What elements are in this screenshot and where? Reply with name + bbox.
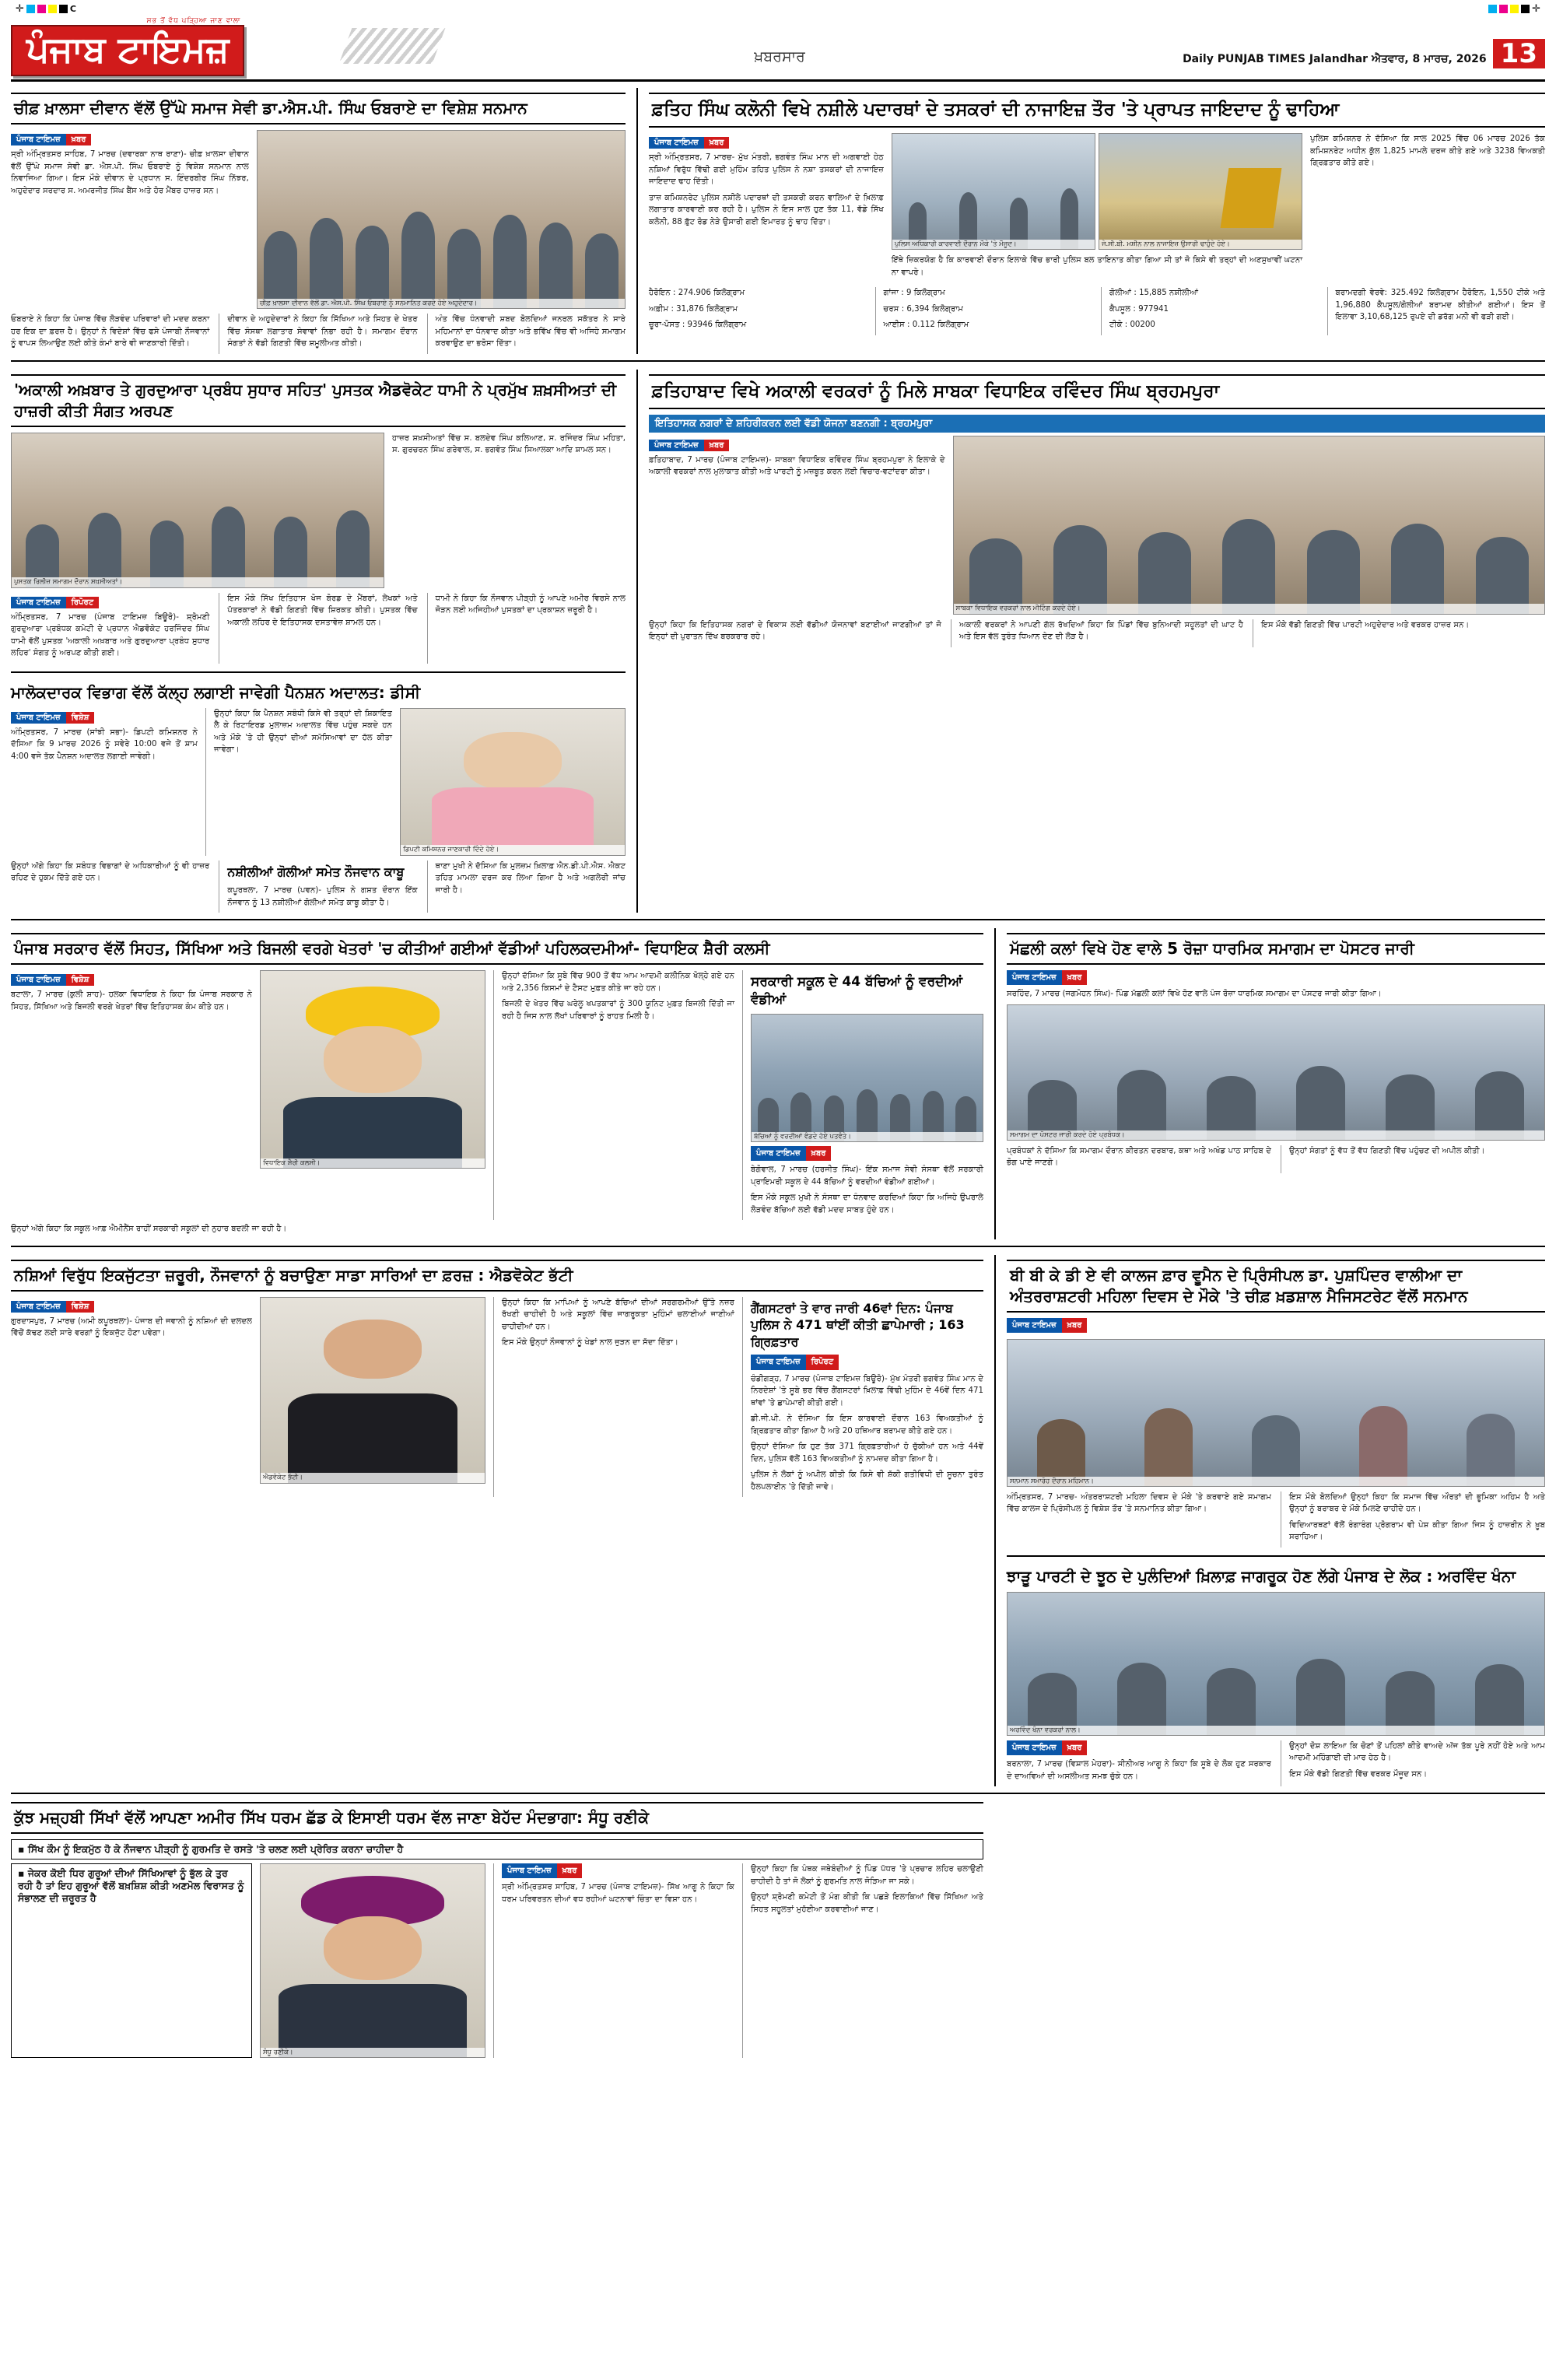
paragraph: ਤਾਜ਼ ਕਮਿਸ਼ਨਰੇਟ ਪੁਲਿਸ ਨਸ਼ੀਲੇ ਪਦਾਰਥਾਂ ਦੀ ਤਸਕਰੀ ਕਰਨ ਵਾਲਿਆਂ ਦੇ ਖ਼ਿਲਾਫ਼ ਲਗਾਤਾਰ ਕਾਰਵਾਈ ਕਰ ਰਹੀ ਹੈ। ਪੁਲਿਸ ਨੇ ਇਸ ਸਾਲ ਹੁਣ ਤੱਕ 11, ਵੱਡੇ ਸਿੱਖ ਕਲੋਨੀ, 88 ਫ਼ੁੱਟ ਰੋਡ ਨੇੜੇ ਉਸਾਰੀ ਗਈ ਇਮਾਰਤ ਨੂੰ ਢਾਹ ਦਿੱਤਾ। bbox=[649, 193, 884, 226]
article-mahila-diwas bbox=[994, 1255, 1545, 1786]
article-body bbox=[427, 861, 626, 913]
article-photo bbox=[257, 130, 626, 309]
byline bbox=[502, 1863, 582, 1878]
article-body bbox=[219, 593, 417, 664]
bullet-marker-icon: ▪ bbox=[18, 1867, 28, 1880]
article-photo bbox=[1007, 1339, 1545, 1487]
portrait-body bbox=[288, 1393, 458, 1482]
article-photo bbox=[260, 1297, 485, 1484]
paragraph: ਬਰਾਮਦਗੀ ਵੇਰਵੇ: 325.492 ਕਿਲੋਗ੍ਰਾਮ ਹੈਰੋਇਨ, 1,550 ਟੀਕੇ ਅਤੇ 1,96,880 ਕੈਪਸੂਲ/ਗੋਲੀਆਂ ਬਰਾਮਦ ਕੀਤੀਆਂ ਗਈਆਂ। ਇਸ ਤੋਂ ਇਲਾਵਾ 3,10,68,125 ਰੁਪਏ ਦੀ ਡਰੱਗ ਮਨੀ ਵੀ ਫੜੀ ਗਈ। bbox=[1335, 289, 1545, 322]
logo-tagline: ਸਭ ਤੋਂ ਵੱਧ ਪੜ੍ਹਿਆ ਜਾਣ ਵਾਲਾ bbox=[146, 17, 241, 25]
black-swatch-icon bbox=[1521, 5, 1530, 13]
logo-area bbox=[11, 17, 377, 76]
row-3-left bbox=[11, 928, 983, 1239]
cmyk-marks-right bbox=[1488, 3, 1540, 15]
article-body bbox=[1253, 619, 1545, 647]
article-jhadu-party bbox=[1007, 1555, 1545, 1786]
stats-list bbox=[875, 287, 1094, 335]
byline bbox=[649, 440, 729, 451]
paragraph: ਇਸ ਮੌਕੇ ਵੱਡੀ ਗਿਣਤੀ ਵਿੱਚ ਵਰਕਰ ਮੌਜੂਦ ਸਨ। bbox=[1289, 1769, 1428, 1779]
article-body bbox=[1007, 970, 1545, 1001]
photo-caption: ਸਮਾਗਮ ਦਾ ਪੋਸਟਰ ਜਾਰੀ ਕਰਦੇ ਹੋਏ ਪ੍ਰਬੰਧਕ। bbox=[1008, 1130, 1544, 1140]
article-body bbox=[11, 989, 252, 1013]
cyan-swatch-icon bbox=[26, 5, 35, 13]
paragraph: ਇਸ ਮੌਕੇ ਸਿੱਖ ਇਤਿਹਾਸ ਖੋਜ ਬੋਰਡ ਦੇ ਮੈਂਬਰਾਂ, ਲੇਖਕਾਂ ਅਤੇ ਪੱਤਰਕਾਰਾਂ ਨੇ ਵੱਡੀ ਗਿਣਤੀ ਵਿੱਚ ਸ਼ਿਰਕਤ ਕੀਤੀ। ਪੁਸਤਕ ਵਿੱਚ ਅਕਾਲੀ ਲਹਿਰ ਦੇ ਇਤਿਹਾਸਕ ਦਸਤਾਵੇਜ਼ ਸ਼ਾਮਲ ਹਨ। bbox=[227, 594, 418, 627]
article-body bbox=[649, 152, 884, 228]
registration-cross-icon: ✛ bbox=[16, 2, 24, 15]
logo-decoration bbox=[339, 28, 446, 64]
row-5 bbox=[11, 1802, 983, 2064]
photo-caption: ਸਾਬਕਾ ਵਿਧਾਇਕ ਵਰਕਰਾਂ ਨਾਲ ਮੀਟਿੰਗ ਕਰਦੇ ਹੋਏ। bbox=[954, 604, 1544, 613]
article-khalsa-diwan bbox=[11, 88, 626, 354]
dateline: Daily PUNJAB TIMES Jalandhar ਐਤਵਾਰ, 8 ਮਾਰਚ, 2026 bbox=[1183, 53, 1487, 65]
byline-agency: ਪੰਜਾਬ ਟਾਇਮਜ਼ bbox=[751, 1355, 806, 1369]
sub-article-headline: ਨਸ਼ੀਲੀਆਂ ਗੋਲੀਆਂ ਸਮੇਤ ਨੌਜਵਾਨ ਕਾਬੂ bbox=[227, 864, 405, 879]
article-photo bbox=[260, 970, 485, 1169]
row-1 bbox=[11, 88, 1545, 362]
paragraph: ਉਨ੍ਹਾਂ ਸੰਗਤਾਂ ਨੂੰ ਵੱਧ ਤੋਂ ਵੱਧ ਗਿਣਤੀ ਵਿੱਚ ਪਹੁੰਚਣ ਦੀ ਅਪੀਲ ਕੀਤੀ। bbox=[1289, 1146, 1485, 1155]
bullet-text: ਜੇਕਰ ਕੋਈ ਧਿਰ ਗੁਰੂਆਂ ਦੀਆਂ ਸਿੱਖਿਆਵਾਂ ਨੂੰ ਭੁੱਲ ਕੇ ਤੁਰ ਰਹੀ ਹੈ ਤਾਂ ਇਹ ਗੁਰੂਆਂ ਵੱਲੋਂ ਬਖ਼ਸ਼ਿਸ਼ ਕੀਤੀ ਅਣਮੋਲ ਵਿਰਾਸਤ ਨੂੰ ਸੰਭਾਲਣ ਦੀ ਜ਼ਰੂਰਤ ਹੈ bbox=[18, 1867, 244, 1905]
portrait-body bbox=[432, 787, 593, 846]
magenta-swatch-icon bbox=[37, 5, 46, 13]
byline-kind: ਵਿਸ਼ੇਸ਼ bbox=[66, 1301, 95, 1313]
article-photo bbox=[400, 708, 626, 856]
paragraph: ਅੰਤ ਵਿੱਚ ਧੰਨਵਾਦੀ ਸ਼ਬਦ ਬੋਲਦਿਆਂ ਜਨਰਲ ਸਕੱਤਰ ਨੇ ਸਾਰੇ ਮਹਿਮਾਨਾਂ ਦਾ ਧੰਨਵਾਦ ਕੀਤਾ ਅਤੇ ਭਵਿੱਖ ਵਿੱਚ ਵੀ ਅਜਿਹੇ ਸਮਾਗਮ ਕਰਵਾਉਣ ਦਾ ਭਰੋਸਾ ਦਿੱਤਾ। bbox=[435, 315, 626, 348]
photo-subjects bbox=[258, 198, 625, 308]
article-body bbox=[742, 1863, 983, 2058]
stat-item: ਚੂਰਾ-ਪੋਸਤ : 93946 ਕਿਲੋਗ੍ਰਾਮ bbox=[649, 321, 747, 330]
photo-subjects bbox=[1008, 1646, 1544, 1734]
paragraph: ਉਨ੍ਹਾਂ ਕਿਹਾ ਕਿ ਮਾਪਿਆਂ ਨੂੰ ਆਪਣੇ ਬੱਚਿਆਂ ਦੀਆਂ ਸਰਗਰਮੀਆਂ ਉੱਤੇ ਨਜ਼ਰ ਰੱਖਣੀ ਚਾਹੀਦੀ ਹੈ ਅਤੇ ਸਕੂਲਾਂ ਵਿੱਚ ਜਾਗਰੂਕਤਾ ਮੁਹਿੰਮਾਂ ਚਲਾਈਆਂ ਜਾਣੀਆਂ ਚਾਹੀਦੀਆਂ ਹਨ। bbox=[502, 1298, 734, 1331]
article-body bbox=[11, 1223, 983, 1236]
paragraph: ਉਨ੍ਹਾਂ ਦੋਸ਼ ਲਾਇਆ ਕਿ ਚੋਣਾਂ ਤੋਂ ਪਹਿਲਾਂ ਕੀਤੇ ਵਾਅਦੇ ਅੱਜ ਤੱਕ ਪੂਰੇ ਨਹੀਂ ਹੋਏ ਅਤੇ ਆਮ ਆਦਮੀ ਮਹਿੰਗਾਈ ਦੀ ਮਾਰ ਹੇਠ ਹੈ। bbox=[1289, 1741, 1545, 1763]
article-photo-demolition bbox=[1099, 133, 1302, 250]
article-photo bbox=[892, 133, 1095, 250]
paragraph: ਇਸ ਮੌਕੇ ਬੋਲਦਿਆਂ ਉਨ੍ਹਾਂ ਕਿਹਾ ਕਿ ਸਮਾਜ ਵਿੱਚ ਔਰਤਾਂ ਦੀ ਭੂਮਿਕਾ ਅਹਿਮ ਹੈ ਅਤੇ ਉਨ੍ਹਾਂ ਨੂੰ ਬਰਾਬਰ ਦੇ ਮੌਕੇ ਮਿਲਣੇ ਚਾਹੀਦੇ ਹਨ। bbox=[1289, 1492, 1545, 1514]
stat-item: ਗੋਲੀਆਂ : 15,885 ਨਸ਼ੀਲੀਆਂ bbox=[1109, 289, 1199, 298]
paragraph: ਉਨ੍ਹਾਂ ਦੱਸਿਆ ਕਿ ਸੂਬੇ ਵਿੱਚ 900 ਤੋਂ ਵੱਧ ਆਮ ਆਦਮੀ ਕਲੀਨਿਕ ਖੋਲ੍ਹੇ ਗਏ ਹਨ ਅਤੇ 2,356 ਕਿਸਮਾਂ ਦੇ ਟੈਸਟ ਮੁਫ਼ਤ ਕੀਤੇ ਜਾ ਰਹੇ ਹਨ। bbox=[502, 972, 734, 993]
article-photo bbox=[1007, 1592, 1545, 1736]
byline bbox=[11, 597, 99, 608]
byline-agency: ਪੰਜਾਬ ਟਾਇਮਜ਼ bbox=[11, 974, 66, 986]
page-number: 13 bbox=[1493, 39, 1545, 68]
article-body bbox=[392, 433, 626, 588]
article-body bbox=[205, 708, 392, 856]
article-body bbox=[1327, 287, 1546, 335]
paragraph: ਬਿਜਲੀ ਦੇ ਖੇਤਰ ਵਿੱਚ ਘਰੇਲੂ ਖਪਤਕਾਰਾਂ ਨੂੰ 300 ਯੂਨਿਟ ਮੁਫ਼ਤ ਬਿਜਲੀ ਦਿੱਤੀ ਜਾ ਰਹੀ ਹੈ ਜਿਸ ਨਾਲ ਲੱਖਾਂ ਪਰਿਵਾਰਾਂ ਨੂੰ ਰਾਹਤ ਮਿਲੀ ਹੈ। bbox=[502, 1000, 734, 1021]
byline bbox=[11, 974, 94, 986]
byline-agency: ਪੰਜਾਬ ਟਾਇਮਜ਼ bbox=[1007, 970, 1062, 985]
row-2 bbox=[11, 370, 1545, 921]
byline-kind: ਵਿਸ਼ੇਸ਼ bbox=[66, 712, 95, 724]
photo-subjects bbox=[1008, 1395, 1544, 1486]
paragraph: ਸ੍ਰੀ ਅੰਮ੍ਰਿਤਸਰ, 7 ਮਾਰਚ- ਮੁੱਖ ਮੰਤਰੀ, ਭਗਵੰਤ ਸਿੰਘ ਮਾਨ ਦੀ ਅਗਵਾਈ ਹੇਠ ਨਸ਼ਿਆਂ ਵਿਰੁੱਧ ਵਿੱਢੀ ਗਈ ਮੁਹਿੰਮ ਤਹਿਤ ਪੁਲਿਸ ਨੇ ਨਸ਼ਾ ਤਸਕਰਾਂ ਦੀ ਨਾਜਾਇਜ਼ ਜਾਇਦਾਦ ਢਾਹ ਦਿੱਤੀ। bbox=[649, 153, 884, 187]
article-body bbox=[649, 619, 941, 647]
cyan-swatch-icon bbox=[1488, 5, 1497, 13]
paragraph: ਸ੍ਰੀ ਅੰਮ੍ਰਿਤਸਰ ਸਾਹਿਬ, 7 ਮਾਰਚ (ਦਵਾਰਕਾ ਨਾਥ ਰਾਣਾ)- ਚੀਫ਼ ਖ਼ਾਲਸਾ ਦੀਵਾਨ ਵੱਲੋਂ ਉੱਘੇ ਸਮਾਜ ਸੇਵੀ ਡਾ. ਐਸ.ਪੀ. ਸਿੰਘ ਓਬਰਾਏ ਨੂੰ ਵਿਸ਼ੇਸ਼ ਸਨਮਾਨ ਨਾਲ ਨਿਵਾਜਿਆ ਗਿਆ। ਇਸ ਮੌਕੇ ਦੀਵਾਨ ਦੇ ਪ੍ਰਧਾਨ ਸ. ਇੰਦਰਬੀਰ ਸਿੰਘ ਨਿੱਝਰ, ਅਹੁਦੇਦਾਰ ਸਰਦਾਰ ਸ. ਅਮਰਜੀਤ ਸਿੰਘ ਬੈਂਸ ਅਤੇ ਹੋਰ ਮੈਂਬਰ ਹਾਜ਼ਰ ਸਨ। bbox=[11, 150, 249, 195]
paragraph: ਬਟਾਲਾ, 7 ਮਾਰਚ (ਕੁਲੀ ਸ਼ਾਹ)- ਹਲਕਾ ਵਿਧਾਇਕ ਨੇ ਕਿਹਾ ਕਿ ਪੰਜਾਬ ਸਰਕਾਰ ਨੇ ਸਿਹਤ, ਸਿੱਖਿਆ ਅਤੇ ਬਿਜਲੀ ਵਰਗੇ ਖੇਤਰਾਂ ਵਿੱਚ ਇਤਿਹਾਸਕ ਕੰਮ ਕੀਤੇ ਹਨ। bbox=[11, 990, 252, 1011]
page-title: ਬੀ ਬੀ ਕੇ ਡੀ ਏ ਵੀ ਕਾਲਜ ਫ਼ਾਰ ਵੂਮੈਨ ਦੇ ਪ੍ਰਿੰਸੀਪਲ ਡਾ. ਪੁਸ਼ਪਿੰਦਰ ਵਾਲੀਆ ਦਾ ਅੰਤਰਰਾਸ਼ਟਰੀ ਮਹਿਲਾ ਦਿਵਸ ਦੇ ਮੌਕੇ 'ਤੇ ਚੀਫ਼ ਖ਼ਡਸ਼ਾਲ ਮੈਜਿਸਟਰੇਟ ਵੱਲੋਂ ਸਨਮਾਨ bbox=[1007, 1260, 1545, 1313]
excavator-shape bbox=[1221, 168, 1281, 228]
byline-kind: ਖ਼ਬਰ bbox=[66, 134, 92, 145]
byline-kind: ਵਿਸ਼ੇਸ਼ bbox=[66, 974, 95, 986]
portrait-body bbox=[279, 1984, 467, 2057]
paragraph: ਧਾਮੀ ਨੇ ਕਿਹਾ ਕਿ ਨੌਜਵਾਨ ਪੀੜ੍ਹੀ ਨੂੰ ਆਪਣੇ ਅਮੀਰ ਵਿਰਸੇ ਨਾਲ ਜੋੜਨ ਲਈ ਅਜਿਹੀਆਂ ਪੁਸਤਕਾਂ ਦਾ ਪ੍ਰਕਾਸ਼ਨ ਜ਼ਰੂਰੀ ਹੈ। bbox=[435, 594, 626, 615]
paragraph: ਚੰਡੀਗੜ੍ਹ, 7 ਮਾਰਚ (ਪੰਜਾਬ ਟਾਇਮਜ਼ ਬਿਊਰੋ)- ਮੁੱਖ ਮੰਤਰੀ ਭਗਵੰਤ ਸਿੰਘ ਮਾਨ ਦੇ ਨਿਰਦੇਸ਼ਾਂ 'ਤੇ ਸੂਬੇ ਭਰ ਵਿੱਚ ਗੈਂਗਸਟਰਾਂ ਖ਼ਿਲਾਫ਼ ਵਿੱਢੀ ਮੁਹਿੰਮ ਦੇ 46ਵੇਂ ਦਿਨ 471 ਥਾਂਵਾਂ 'ਤੇ ਛਾਪੇਮਾਰੀ ਕੀਤੀ ਗਈ। bbox=[751, 1374, 983, 1407]
row-3 bbox=[11, 928, 1545, 1247]
photo-caption: ਜੇ.ਸੀ.ਬੀ. ਮਸ਼ੀਨ ਨਾਲ ਨਾਜਾਇਜ਼ ਉਸਾਰੀ ਢਾਹੁੰਦੇ ਹੋਏ। bbox=[1099, 240, 1302, 249]
article-gangsters bbox=[742, 1297, 983, 1497]
byline-agency: ਪੰਜਾਬ ਟਾਇਮਜ਼ bbox=[11, 1301, 66, 1313]
paragraph: ਪ੍ਰਬੰਧਕਾਂ ਨੇ ਦੱਸਿਆ ਕਿ ਸਮਾਗਮ ਦੌਰਾਨ ਕੀਰਤਨ ਦਰਬਾਰ, ਕਥਾ ਅਤੇ ਅਖੰਡ ਪਾਠ ਸਾਹਿਬ ਦੇ ਭੋਗ ਪਾਏ ਜਾਣਗੇ। bbox=[1007, 1146, 1271, 1168]
article-body bbox=[11, 612, 209, 660]
paragraph: ਬਰਨਾਲਾ, 7 ਮਾਰਚ (ਵਿਸ਼ਾਲ ਮੇਹਰਾ)- ਸੀਨੀਅਰ ਆਗੂ ਨੇ ਕਿਹਾ ਕਿ ਸੂਬੇ ਦੇ ਲੋਕ ਹੁਣ ਸਰਕਾਰ ਦੇ ਦਾਅਵਿਆਂ ਦੀ ਅਸਲੀਅਤ ਸਮਝ ਚੁੱਕੇ ਹਨ। bbox=[1007, 1760, 1271, 1781]
article-body bbox=[11, 727, 198, 763]
paragraph: ਇਸ ਮੌਕੇ ਉਨ੍ਹਾਂ ਨੌਜਵਾਨਾਂ ਨੂੰ ਖੇਡਾਂ ਨਾਲ ਜੁੜਨ ਦਾ ਸੱਦਾ ਦਿੱਤਾ। bbox=[502, 1338, 678, 1348]
photo-caption: ਵਿਧਾਇਕ ਸ਼ੈਰੀ ਕਲਸੀ। bbox=[261, 1158, 485, 1168]
byline-agency: ਪੰਜਾਬ ਟਾਇਮਜ਼ bbox=[1007, 1740, 1062, 1755]
page-title: ਫ਼ਤਿਹ ਸਿੰਘ ਕਲੋਨੀ ਵਿਖੇ ਨਸ਼ੀਲੇ ਪਦਾਰਥਾਂ ਦੇ ਤਸਕਰਾਂ ਦੀ ਨਾਜਾਇਜ਼ ਤੌਰ 'ਤੇ ਪ੍ਰਾਪਤ ਜਾਇਦਾਦ ਨੂੰ ਢਾਹਿਆ bbox=[649, 93, 1545, 128]
paragraph: ਉਨ੍ਹਾਂ ਅੱਗੇ ਕਿਹਾ ਕਿ ਸਕੂਲ ਆਫ਼ ਐਮੀਨੈਂਸ ਰਾਹੀਂ ਸਰਕਾਰੀ ਸਕੂਲਾਂ ਦੀ ਨੁਹਾਰ ਬਦਲੀ ਜਾ ਰਹੀ ਹੈ। bbox=[11, 1225, 287, 1234]
masthead bbox=[11, 17, 1545, 82]
byline-kind: ਖ਼ਬਰ bbox=[557, 1863, 583, 1878]
portrait-face bbox=[464, 732, 562, 790]
article-col-1 bbox=[11, 708, 198, 856]
byline bbox=[751, 1355, 839, 1369]
article-machhli-kalan bbox=[994, 928, 1545, 1239]
paragraph: ਵਿਦਿਆਰਥਣਾਂ ਵੱਲੋਂ ਰੰਗਾਰੰਗ ਪ੍ਰੋਗਰਾਮ ਵੀ ਪੇਸ਼ ਕੀਤਾ ਗਿਆ ਜਿਸ ਨੂੰ ਹਾਜ਼ਰੀਨ ਨੇ ਖ਼ੂਬ ਸਰਾਹਿਆ। bbox=[1289, 1520, 1545, 1542]
byline-kind: ਖ਼ਬਰ bbox=[1062, 1318, 1088, 1333]
paragraph: ਥਾਣਾ ਮੁਖੀ ਨੇ ਦੱਸਿਆ ਕਿ ਮੁਲਜ਼ਮ ਖ਼ਿਲਾਫ਼ ਐਨ.ਡੀ.ਪੀ.ਐਸ. ਐਕਟ ਤਹਿਤ ਮਾਮਲਾ ਦਰਜ ਕਰ ਲਿਆ ਗਿਆ ਹੈ ਅਤੇ ਅਗਲੇਰੀ ਜਾਂਚ ਜਾਰੀ ਹੈ। bbox=[435, 861, 626, 895]
stat-item: ਆਈਸ : 0.112 ਕਿਲੋਗ੍ਰਾਮ bbox=[883, 321, 969, 330]
paragraph: ਇੱਥੇ ਜ਼ਿਕਰਯੋਗ ਹੈ ਕਿ ਕਾਰਵਾਈ ਦੌਰਾਨ ਇਲਾਕੇ ਵਿੱਚ ਭਾਰੀ ਪੁਲਿਸ ਬਲ ਤਾਇਨਾਤ ਕੀਤਾ ਗਿਆ ਸੀ ਤਾਂ ਜੋ ਕਿਸੇ ਵੀ ਤਰ੍ਹਾਂ ਦੀ ਅਣਸੁਖਾਵੀਂ ਘਟਨਾ ਨਾ ਵਾਪਰੇ। bbox=[891, 256, 1303, 277]
article-body bbox=[427, 593, 626, 664]
paragraph: ਅਕਾਲੀ ਵਰਕਰਾਂ ਨੇ ਆਪਣੀ ਗੱਲ ਰੱਖਦਿਆਂ ਕਿਹਾ ਕਿ ਪਿੰਡਾਂ ਵਿੱਚ ਬੁਨਿਆਦੀ ਸਹੂਲਤਾਂ ਦੀ ਘਾਟ ਹੈ ਅਤੇ ਇਸ ਵੱਲ ਤੁਰੰਤ ਧਿਆਨ ਦੇਣ ਦੀ ਲੋੜ ਹੈ। bbox=[959, 620, 1243, 642]
article-body bbox=[11, 1316, 252, 1340]
paragraph: ਓਬਰਾਏ ਨੇ ਕਿਹਾ ਕਿ ਪੰਜਾਬ ਵਿੱਚ ਲੋੜਵੰਦ ਪਰਿਵਾਰਾਂ ਦੀ ਮਦਦ ਕਰਨਾ ਹਰ ਇਕ ਦਾ ਫ਼ਰਜ਼ ਹੈ। ਉਨ੍ਹਾਂ ਨੇ ਵਿਦੇਸ਼ਾਂ ਵਿੱਚ ਫਸੇ ਪੰਜਾਬੀ ਨੌਜਵਾਨਾਂ ਨੂੰ ਵਾਪਸ ਲਿਆਉਣ ਲਈ ਕੀਤੇ ਕੰਮਾਂ ਬਾਰੇ ਵੀ ਜਾਣਕਾਰੀ ਦਿੱਤੀ। bbox=[11, 315, 210, 348]
byline-agency: ਪੰਜਾਬ ਟਾਇਮਜ਼ bbox=[751, 1146, 806, 1161]
article-body bbox=[11, 314, 209, 354]
paragraph: ਬੇਗੋਵਾਲ, 7 ਮਾਰਚ (ਹਰਜੀਤ ਸਿੰਘ)- ਇੱਕ ਸਮਾਜ ਸੇਵੀ ਸੰਸਥਾ ਵੱਲੋਂ ਸਰਕਾਰੀ ਪ੍ਰਾਇਮਰੀ ਸਕੂਲ ਦੇ 44 ਬੱਚਿਆਂ ਨੂੰ ਵਰਦੀਆਂ ਵੰਡੀਆਂ ਗਈਆਂ। bbox=[751, 1165, 983, 1186]
sub-article-headline: ਗੈਂਗਸਟਰਾਂ ਤੇ ਵਾਰ ਜਾਰੀ 46ਵਾਂ ਦਿਨ: ਪੰਜਾਬ ਪੁਲਿਸ ਨੇ 471 ਥਾਂਈਂ ਕੀਤੀ ਛਾਪੇਮਾਰੀ ; 163 ਗ੍ਰਿਫ਼ਤਾਰ bbox=[751, 1300, 965, 1349]
byline-kind: ਖ਼ਬਰ bbox=[1062, 970, 1088, 985]
bullet-marker-icon: ▪ bbox=[18, 1843, 28, 1856]
byline-agency: ਪੰਜਾਬ ਟਾਇਮਜ਼ bbox=[11, 712, 66, 724]
byline bbox=[649, 137, 729, 149]
registration-cross-icon: ✛ bbox=[1532, 2, 1540, 15]
paragraph: ਪੁਲਿਸ ਕਮਿਸ਼ਨਰ ਨੇ ਦੱਸਿਆ ਕਿ ਸਾਲ 2025 ਵਿੱਚ 06 ਮਾਰਚ 2026 ਤੱਕ ਕਮਿਸ਼ਨਰੇਟ ਅਧੀਨ ਕੁੱਲ 1,825 ਮਾਮਲੇ ਦਰਜ ਕੀਤੇ ਗਏ ਅਤੇ 3238 ਵਿਅਕਤੀ ਗ੍ਰਿਫ਼ਤਾਰ ਕੀਤੇ ਗਏ। bbox=[1310, 135, 1545, 168]
page-title: ਕੁੱਝ ਮਜ਼੍ਹਬੀ ਸਿੱਖਾਂ ਵੱਲੋਂ ਆਪਣਾ ਅਮੀਰ ਸਿੱਖ ਧਰਮ ਛੱਡ ਕੇ ਇਸਾਈ ਧਰਮ ਵੱਲ ਜਾਣਾ ਬੇਹੱਦ ਮੰਦਭਾਗਾ: ਸੰਧੂ ਰਣੀਕੇ bbox=[11, 1802, 983, 1834]
article-akali-akhbar bbox=[11, 374, 626, 664]
article-fateh-singh-colony bbox=[636, 88, 1545, 354]
photo-caption: ਸਨਮਾਨ ਸਮਾਰੋਹ ਦੌਰਾਨ ਮਹਿਮਾਨ। bbox=[1008, 1477, 1544, 1486]
article-body bbox=[1310, 133, 1545, 170]
byline-agency: ਪੰਜਾਬ ਟਾਇਮਜ਼ bbox=[502, 1863, 557, 1878]
byline bbox=[1007, 1318, 1087, 1333]
paragraph: ਅੰਮ੍ਰਿਤਸਰ, 7 ਮਾਰਚ (ਪੰਜਾਬ ਟਾਇਮਜ਼ ਬਿਊਰੋ)- ਸ਼੍ਰੋਮਣੀ ਗੁਰਦੁਆਰਾ ਪ੍ਰਬੰਧਕ ਕਮੇਟੀ ਦੇ ਪ੍ਰਧਾਨ ਐਡਵੋਕੇਟ ਹਰਜਿੰਦਰ ਸਿੰਘ ਧਾਮੀ ਵੱਲੋਂ ਪੁਸਤਕ 'ਅਕਾਲੀ ਅਖ਼ਬਾਰ ਅਤੇ ਗੁਰਦੁਆਰਾ ਪ੍ਰਬੰਧ ਸੁਧਾਰ ਲਹਿਰ' ਸੰਗਤ ਨੂੰ ਅਰਪਣ ਕੀਤੀ ਗਈ। bbox=[11, 612, 210, 657]
article-fatehabad-akali bbox=[636, 370, 1545, 913]
paragraph: ਉਨ੍ਹਾਂ ਸ਼੍ਰੋਮਣੀ ਕਮੇਟੀ ਤੋਂ ਮੰਗ ਕੀਤੀ ਕਿ ਪਛੜੇ ਇਲਾਕਿਆਂ ਵਿੱਚ ਸਿੱਖਿਆ ਅਤੇ ਸਿਹਤ ਸਹੂਲਤਾਂ ਮੁਹੱਈਆ ਕਰਵਾਈਆਂ ਜਾਣ। bbox=[751, 1893, 983, 1914]
photo-caption: ਚੀਫ਼ ਖ਼ਾਲਸਾ ਦੀਵਾਨ ਵੱਲੋਂ ਡਾ. ਐਸ.ਪੀ. ਸਿੰਘ ਓਬਰਾਏ ਨੂੰ ਸਨਮਾਨਿਤ ਕਰਦੇ ਹੋਏ ਅਹੁਦੇਦਾਰ। bbox=[258, 299, 625, 308]
row-4 bbox=[11, 1255, 1545, 1794]
article-body bbox=[1281, 1740, 1545, 1786]
page-title: ਚੀਫ਼ ਖ਼ਾਲਸਾ ਦੀਵਾਨ ਵੱਲੋਂ ਉੱਘੇ ਸਮਾਜ ਸੇਵੀ ਡਾ.ਐਸ.ਪੀ. ਸਿੰਘ ਓਬਰਾਏ ਦਾ ਵਿਸ਼ੇਸ਼ ਸਨਮਾਨ bbox=[11, 93, 626, 124]
byline bbox=[1007, 970, 1087, 985]
paragraph: ਅੰਮ੍ਰਿਤਸਰ, 7 ਮਾਰਚ- ਅੰਤਰਰਾਸ਼ਟਰੀ ਮਹਿਲਾ ਦਿਵਸ ਦੇ ਮੌਕੇ 'ਤੇ ਕਰਵਾਏ ਗਏ ਸਮਾਗਮ ਵਿੱਚ ਕਾਲਜ ਦੇ ਪ੍ਰਿੰਸੀਪਲ ਨੂੰ ਵਿਸ਼ੇਸ਼ ਤੌਰ 'ਤੇ ਸਨਮਾਨਿਤ ਕੀਤਾ ਗਿਆ। bbox=[1007, 1492, 1271, 1514]
article-body bbox=[493, 1863, 734, 2058]
paragraph: ਸਰਹਿੰਦ, 7 ਮਾਰਚ (ਜਗਮੋਹਨ ਸਿੰਘ)- ਪਿੰਡ ਮੱਛਲੀ ਕਲਾਂ ਵਿਖੇ ਹੋਣ ਵਾਲੇ ਪੰਜ ਰੋਜ਼ਾ ਧਾਰਮਿਕ ਸਮਾਗਮ ਦਾ ਪੋਸਟਰ ਜਾਰੀ ਕੀਤਾ ਗਿਆ। bbox=[1007, 990, 1382, 999]
byline-agency: ਪੰਜਾਬ ਟਾਇਮਜ਼ bbox=[649, 137, 704, 149]
publication-logo: ਪੰਜਾਬ ਟਾਇਮਜ਼ bbox=[11, 25, 244, 76]
article-body bbox=[11, 149, 249, 197]
byline bbox=[11, 1301, 94, 1313]
section-label: ਖ਼ਬਰਸਾਰ bbox=[754, 48, 805, 65]
byline-agency: ਪੰਜਾਬ ਟਾਇਮਜ਼ bbox=[11, 597, 66, 608]
article-subhead: ਇਤਿਹਾਸਕ ਨਗਰਾਂ ਦੇ ਸ਼ਹਿਰੀਕਰਨ ਲਈ ਵੱਡੀ ਯੋਜਨਾ ਬਣਨਗੀ : ਬ੍ਰਹਮਪੁਰਾ bbox=[649, 415, 1545, 433]
magenta-swatch-icon bbox=[1499, 5, 1508, 13]
cmyk-label-left: C bbox=[69, 3, 76, 14]
byline-kind: ਖ਼ਬਰ bbox=[704, 137, 730, 149]
photo-caption: ਡਿਪਟੀ ਕਮਿਸ਼ਨਰ ਜਾਣਕਾਰੀ ਦਿੰਦੇ ਹੋਏ। bbox=[401, 845, 625, 854]
article-sarkari-school bbox=[742, 970, 983, 1220]
page-title: ਨਸ਼ਿਆਂ ਵਿਰੁੱਧ ਇਕਜੁੱਟਤਾ ਜ਼ਰੂਰੀ, ਨੌਜਵਾਨਾਂ ਨੂੰ ਬਚਾਉਣਾ ਸਾਡਾ ਸਾਰਿਆਂ ਦਾ ਫ਼ਰਜ਼ : ਐਡਵੋਕੇਟ ਭੱਟੀ bbox=[11, 1260, 983, 1292]
paragraph: ਉਨ੍ਹਾਂ ਕਿਹਾ ਕਿ ਇਤਿਹਾਸਕ ਨਗਰਾਂ ਦੇ ਵਿਕਾਸ ਲਈ ਵੱਡੀਆਂ ਯੋਜਨਾਵਾਂ ਬਣਾਈਆਂ ਜਾਣਗੀਆਂ ਤਾਂ ਜੋ ਇਨ੍ਹਾਂ ਦੀ ਪੁਰਾਤਨ ਦਿੱਖ ਬਰਕਰਾਰ ਰਹੇ। bbox=[649, 620, 941, 642]
stat-item: ਗਾਂਜਾ : 9 ਕਿਲੋਗ੍ਰਾਮ bbox=[883, 289, 945, 298]
stat-item: ਚਰਸ : 6,394 ਕਿਲੋਗ੍ਰਾਮ bbox=[883, 304, 963, 314]
article-body bbox=[493, 970, 734, 1220]
stats-list bbox=[1101, 287, 1319, 335]
page-title: ਝਾੜੂ ਪਾਰਟੀ ਦੇ ਝੂਠ ਦੇ ਪੁਲੰਦਿਆਂ ਖ਼ਿਲਾਫ਼ ਜਾਗਰੂਕ ਹੋਣ ਲੱਗੇ ਪੰਜਾਬ ਦੇ ਲੋਕ : ਅਰਵਿੰਦ ਖੰਨਾ bbox=[1007, 1566, 1516, 1586]
cmyk-marks-left bbox=[16, 3, 76, 15]
portrait-face bbox=[324, 1026, 422, 1093]
yellow-swatch-icon bbox=[1510, 5, 1519, 13]
paragraph: ਪੁਲਿਸ ਨੇ ਲੋਕਾਂ ਨੂੰ ਅਪੀਲ ਕੀਤੀ ਕਿ ਕਿਸੇ ਵੀ ਸ਼ੱਕੀ ਗਤੀਵਿਧੀ ਦੀ ਸੂਚਨਾ ਤੁਰੰਤ ਹੈਲਪਲਾਈਨ 'ਤੇ ਦਿੱਤੀ ਜਾਵੇ। bbox=[751, 1470, 983, 1491]
paragraph: ਉਨ੍ਹਾਂ ਕਿਹਾ ਕਿ ਪੰਥਕ ਜਥੇਬੰਦੀਆਂ ਨੂੰ ਪਿੰਡ ਪੱਧਰ 'ਤੇ ਪ੍ਰਚਾਰ ਲਹਿਰ ਚਲਾਉਣੀ ਚਾਹੀਦੀ ਹੈ ਤਾਂ ਜੋ ਲੋਕਾਂ ਨੂੰ ਗੁਰਮਤਿ ਨਾਲ ਜੋੜਿਆ ਜਾ ਸਕੇ। bbox=[751, 1865, 983, 1886]
bullet-text: ਸਿੱਖ ਕੌਮ ਨੂੰ ਇਕਮੁੱਠ ਹੋ ਕੇ ਨੌਜਵਾਨ ਪੀੜ੍ਹੀ ਨੂੰ ਗੁਰਮਤਿ ਦੇ ਰਸਤੇ 'ਤੇ ਚਲਣ ਲਈ ਪ੍ਰੇਰਿਤ ਕਰਨਾ ਚਾਹੀਦਾ ਹੈ bbox=[27, 1843, 404, 1856]
byline-kind: ਖ਼ਬਰ bbox=[704, 440, 730, 451]
paragraph: ਹਾਜ਼ਰ ਸ਼ਖ਼ਸੀਅਤਾਂ ਵਿੱਚ ਸ. ਬਲਦੇਵ ਸਿੰਘ ਕਲਿਆਣ, ਸ. ਰਜਿੰਦਰ ਸਿੰਘ ਮਹਿਤਾ, ਸ. ਗੁਰਚਰਨ ਸਿੰਘ ਗਰੇਵਾਲ, ਸ. ਭਗਵੰਤ ਸਿੰਘ ਸਿਆਲਕਾ ਆਦਿ ਸ਼ਾਮਲ ਸਨ। bbox=[392, 433, 626, 454]
article-pension-adalat bbox=[11, 671, 626, 913]
paragraph: ਉਨ੍ਹਾਂ ਦੱਸਿਆ ਕਿ ਹੁਣ ਤੱਕ 371 ਗ੍ਰਿਫ਼ਤਾਰੀਆਂ ਹੋ ਚੁੱਕੀਆਂ ਹਨ ਅਤੇ 44ਵੇਂ ਦਿਨ, ਪੁਲਿਸ ਵੱਲੋਂ 163 ਵਿਅਕਤੀਆਂ ਨੂੰ ਨਾਮਜ਼ਦ ਕੀਤਾ ਗਿਆ ਹੈ। bbox=[751, 1442, 983, 1463]
photo-subjects bbox=[1008, 1057, 1544, 1140]
article-body bbox=[11, 861, 209, 913]
article-body bbox=[1281, 1145, 1545, 1173]
article-body bbox=[1007, 1318, 1545, 1336]
byline-kind: ਖ਼ਬਰ bbox=[1062, 1740, 1088, 1755]
stat-item: ਅਫ਼ੀਮ : 31,876 ਕਿਲੋਗ੍ਰਾਮ bbox=[649, 304, 738, 314]
paragraph: ਕਪੂਰਥਲਾ, 7 ਮਾਰਚ (ਪਵਨ)- ਪੁਲਿਸ ਨੇ ਗਸ਼ਤ ਦੌਰਾਨ ਇੱਕ ਨੌਜਵਾਨ ਨੂੰ 13 ਨਸ਼ੀਲੀਆਂ ਗੋਲੀਆਂ ਸਮੇਤ ਕਾਬੂ ਕੀਤਾ ਹੈ। bbox=[227, 886, 418, 907]
article-body bbox=[219, 314, 417, 354]
paragraph: ਡੀ.ਜੀ.ਪੀ. ਨੇ ਦੱਸਿਆ ਕਿ ਇਸ ਕਾਰਵਾਈ ਦੌਰਾਨ 163 ਵਿਅਕਤੀਆਂ ਨੂੰ ਗ੍ਰਿਫ਼ਤਾਰ ਕੀਤਾ ਗਿਆ ਹੈ ਅਤੇ 20 ਹਥਿਆਰ ਬਰਾਮਦ ਕੀਤੇ ਗਏ ਹਨ। bbox=[751, 1414, 983, 1435]
photo-caption: ਪੁਲਿਸ ਅਧਿਕਾਰੀ ਕਾਰਵਾਈ ਦੌਰਾਨ ਮੌਕੇ 'ਤੇ ਮੌਜੂਦ। bbox=[892, 240, 1095, 249]
article-body bbox=[951, 619, 1243, 647]
byline-kind: ਰਿਪੋਰਟ bbox=[66, 597, 99, 608]
byline bbox=[1007, 1740, 1087, 1755]
photo-caption: ਬੱਚਿਆਂ ਨੂੰ ਵਰਦੀਆਂ ਵੰਡਦੇ ਹੋਏ ਪਤਵੰਤੇ। bbox=[752, 1132, 983, 1141]
page-title: ਫ਼ਤਿਹਾਬਾਦ ਵਿਖੇ ਅਕਾਲੀ ਵਰਕਰਾਂ ਨੂੰ ਮਿਲੇ ਸਾਬਕਾ ਵਿਧਾਇਕ ਰਵਿੰਦਰ ਸਿੰਘ ਬ੍ਰਹਮਪੁਰਾ bbox=[649, 374, 1545, 409]
article-body bbox=[1281, 1491, 1545, 1548]
stat-item: ਹੈਰੋਇਨ : 274.906 ਕਿਲੋਗ੍ਰਾਮ bbox=[649, 289, 745, 298]
article-body bbox=[1007, 1740, 1271, 1786]
photo-caption: ਸੰਧੂ ਰਣੀਕੇ। bbox=[261, 2048, 485, 2057]
article-body bbox=[649, 454, 945, 478]
paragraph: ਉਨ੍ਹਾਂ ਕਿਹਾ ਕਿ ਪੈਨਸ਼ਨ ਸਬੰਧੀ ਕਿਸੇ ਵੀ ਤਰ੍ਹਾਂ ਦੀ ਸ਼ਿਕਾਇਤ ਲੈ ਕੇ ਰਿਟਾਇਰਡ ਮੁਲਾਜ਼ਮ ਅਦਾਲਤ ਵਿੱਚ ਪਹੁੰਚ ਸਕਦੇ ਹਨ ਅਤੇ ਮੌਕੇ 'ਤੇ ਹੀ ਉਨ੍ਹਾਂ ਦੀਆਂ ਸਮੱਸਿਆਵਾਂ ਦਾ ਹੱਲ ਕੀਤਾ ਜਾਵੇਗਾ। bbox=[214, 709, 392, 754]
article-bullet-2 bbox=[11, 1863, 252, 2058]
row-4-left bbox=[11, 1255, 983, 1786]
row-2-left bbox=[11, 370, 626, 913]
photo-caption: ਐਡਵੋਕੇਟ ਭੱਟੀ। bbox=[261, 1473, 485, 1482]
paragraph: ਇਸ ਮੌਕੇ ਸਕੂਲ ਮੁਖੀ ਨੇ ਸੰਸਥਾ ਦਾ ਧੰਨਵਾਦ ਕਰਦਿਆਂ ਕਿਹਾ ਕਿ ਅਜਿਹੇ ਉਪਰਾਲੇ ਲੋੜਵੰਦ ਬੱਚਿਆਂ ਲਈ ਵੱਡੀ ਮਦਦ ਸਾਬਤ ਹੁੰਦੇ ਹਨ। bbox=[751, 1194, 983, 1215]
article-photo bbox=[1007, 1004, 1545, 1141]
photo-subjects bbox=[752, 1063, 983, 1141]
photo-caption: ਪੁਸਤਕ ਰਿਲੀਜ਼ ਸਮਾਗਮ ਦੌਰਾਨ ਸ਼ਖ਼ਸੀਅਤਾਂ। bbox=[12, 577, 384, 587]
article-body bbox=[493, 1297, 734, 1497]
sub-article-headline: ਸਰਕਾਰੀ ਸਕੂਲ ਦੇ 44 ਬੱਚਿਆਂ ਨੂੰ ਵਰਦੀਆਂ ਵੰਡੀਆਂ bbox=[751, 974, 963, 1008]
article-photo bbox=[751, 1014, 983, 1142]
page-title: ਮੱਛਲੀ ਕਲਾਂ ਵਿਖੇ ਹੋਣ ਵਾਲੇ 5 ਰੋਜ਼ਾ ਧਾਰਮਿਕ ਸਮਾਗਮ ਦਾ ਪੋਸਟਰ ਜਾਰੀ bbox=[1007, 933, 1545, 965]
paragraph: ਅੰਮ੍ਰਿਤਸਰ, 7 ਮਾਰਚ (ਸਾਂਝੀ ਸਭਾ)- ਡਿਪਟੀ ਕਮਿਸ਼ਨਰ ਨੇ ਦੱਸਿਆ ਕਿ 9 ਮਾਰਚ 2026 ਨੂੰ ਸਵੇਰੇ 10:00 ਵਜੇ ਤੋਂ ਸ਼ਾਮ 4:00 ਵਜੇ ਤੱਕ ਪੈਨਸ਼ਨ ਅਦਾਲਤ ਲਗਾਈ ਜਾਵੇਗੀ। bbox=[11, 727, 198, 761]
paragraph: ਸ੍ਰੀ ਅੰਮ੍ਰਿਤਸਰ ਸਾਹਿਬ, 7 ਮਾਰਚ (ਪੰਜਾਬ ਟਾਇਮਜ਼)- ਸਿੱਖ ਆਗੂ ਨੇ ਕਿਹਾ ਕਿ ਧਰਮ ਪਰਿਵਰਤਨ ਦੀਆਂ ਵਧ ਰਹੀਆਂ ਘਟਨਾਵਾਂ ਚਿੰਤਾ ਦਾ ਵਿਸ਼ਾ ਹਨ। bbox=[502, 1883, 734, 1904]
byline bbox=[751, 1146, 831, 1161]
byline-agency: ਪੰਜਾਬ ਟਾਇਮਜ਼ bbox=[1007, 1318, 1062, 1333]
stat-item: ਕੈਪਸੂਲ : 977941 bbox=[1109, 304, 1169, 314]
article-body bbox=[427, 314, 626, 354]
page-title: ਪੰਜਾਬ ਸਰਕਾਰ ਵੱਲੋਂ ਸਿਹਤ, ਸਿੱਖਿਆ ਅਤੇ ਬਿਜਲੀ ਵਰਗੇ ਖੇਤਰਾਂ 'ਚ ਕੀਤੀਆਂ ਗਈਆਂ ਵੱਡੀਆਂ ਪਹਿਲਕਦਮੀਆਂ- ਵਿਧਾਇਕ ਸ਼ੈਰੀ ਕਲਸੀ bbox=[11, 933, 983, 965]
byline-kind: ਰਿਪੋਰਟ bbox=[806, 1355, 839, 1369]
portrait-body bbox=[283, 1097, 462, 1168]
article-body bbox=[751, 1146, 983, 1216]
portrait-face bbox=[324, 1320, 422, 1379]
photo-subjects bbox=[892, 177, 1095, 249]
paragraph: ਫ਼ਤਿਹਾਬਾਦ, 7 ਮਾਰਚ (ਪੰਜਾਬ ਟਾਇਮਜ਼)- ਸਾਬਕਾ ਵਿਧਾਇਕ ਰਵਿੰਦਰ ਸਿੰਘ ਬ੍ਰਹਮਪੁਰਾ ਨੇ ਇਲਾਕੇ ਦੇ ਅਕਾਲੀ ਵਰਕਰਾਂ ਨਾਲ ਮੁਲਾਕਾਤ ਕੀਤੀ ਅਤੇ ਪਾਰਟੀ ਨੂੰ ਮਜ਼ਬੂਤ ਕਰਨ ਲਈ ਵਿਚਾਰ-ਵਟਾਂਦਰਾ ਕੀਤਾ। bbox=[649, 455, 945, 477]
photo-subjects bbox=[12, 492, 384, 587]
photo-subjects bbox=[954, 503, 1544, 613]
article-bullet-1 bbox=[11, 1839, 983, 1859]
byline-agency: ਪੰਜਾਬ ਟਾਇਮਜ਼ bbox=[11, 134, 66, 145]
article-photo bbox=[953, 436, 1545, 615]
article-photo bbox=[11, 433, 384, 588]
masthead-right bbox=[1183, 17, 1545, 68]
article-body bbox=[751, 1355, 983, 1493]
byline bbox=[11, 712, 94, 724]
byline bbox=[11, 134, 91, 145]
stat-item: ਟੀਕੇ : 00200 bbox=[1109, 321, 1155, 330]
stats-list bbox=[649, 287, 867, 335]
page-title: ਮਾਲੋਕਦਾਰਕ ਵਿਭਾਗ ਵੱਲੋਂ ਕੱਲ੍ਹ ਲਗਾਈ ਜਾਵੇਗੀ ਪੈਨਸ਼ਨ ਅਦਾਲਤ: ਡੀਸੀ bbox=[11, 682, 421, 702]
paragraph: ਇਸ ਮੌਕੇ ਵੱਡੀ ਗਿਣਤੀ ਵਿੱਚ ਪਾਰਟੀ ਅਹੁਦੇਦਾਰ ਅਤੇ ਵਰਕਰ ਹਾਜ਼ਰ ਸਨ। bbox=[1261, 620, 1470, 629]
article-body-nashili bbox=[219, 861, 417, 913]
paragraph: ਉਨ੍ਹਾਂ ਅੱਗੇ ਕਿਹਾ ਕਿ ਸਬੰਧਤ ਵਿਭਾਗਾਂ ਦੇ ਅਧਿਕਾਰੀਆਂ ਨੂੰ ਵੀ ਹਾਜ਼ਰ ਰਹਿਣ ਦੇ ਹੁਕਮ ਦਿੱਤੇ ਗਏ ਹਨ। bbox=[11, 861, 210, 882]
article-col-1 bbox=[11, 593, 209, 664]
portrait-face bbox=[324, 1916, 422, 1980]
paragraph: ਗੁਰਦਾਸਪੁਰ, 7 ਮਾਰਚ (ਅਮੀ ਕਪੂਰਥਲਾ)- ਪੰਜਾਬ ਦੀ ਜਵਾਨੀ ਨੂੰ ਨਸ਼ਿਆਂ ਦੀ ਦਲਦਲ ਵਿੱਚੋਂ ਕੱਢਣ ਲਈ ਸਾਰੇ ਵਰਗਾਂ ਨੂੰ ਇਕਜੁੱਟ ਹੋਣਾ ਪਵੇਗਾ। bbox=[11, 1316, 252, 1338]
color-registration-bar bbox=[11, 0, 1545, 17]
article-body bbox=[892, 254, 1302, 279]
paragraph: ਦੀਵਾਨ ਦੇ ਅਹੁਦੇਦਾਰਾਂ ਨੇ ਕਿਹਾ ਕਿ ਸਿੱਖਿਆ ਅਤੇ ਸਿਹਤ ਦੇ ਖੇਤਰ ਵਿੱਚ ਸੰਸਥਾ ਲਗਾਤਾਰ ਸੇਵਾਵਾਂ ਨਿਭਾ ਰਹੀ ਹੈ। ਸਮਾਗਮ ਦੌਰਾਨ ਸੰਗਤਾਂ ਨੇ ਵੱਡੀ ਗਿਣਤੀ ਵਿੱਚ ਸ਼ਮੂਲੀਅਤ ਕੀਤੀ। bbox=[227, 315, 418, 348]
byline-agency: ਪੰਜਾਬ ਟਾਇਮਜ਼ bbox=[649, 440, 704, 451]
article-photo bbox=[260, 1863, 485, 2058]
byline-kind: ਖ਼ਬਰ bbox=[806, 1146, 832, 1161]
photo-caption: ਅਰਵਿੰਦ ਖੰਨਾ ਵਰਕਰਾਂ ਨਾਲ। bbox=[1008, 1726, 1544, 1735]
page-title: 'ਅਕਾਲੀ ਅਖ਼ਬਾਰ ਤੇ ਗੁਰਦੁਆਰਾ ਪ੍ਰਬੰਧ ਸੁਧਾਰ ਸਹਿਤ' ਪੁਸਤਕ ਐਡਵੋਕੇਟ ਧਾਮੀ ਨੇ ਪ੍ਰਮੁੱਖ ਸ਼ਖ਼ਸੀਅਤਾਂ ਦੀ ਹਾਜ਼ਰੀ ਕੀਤੀ ਸੰਗਤ ਅਰਪਣ bbox=[11, 374, 626, 427]
article-body bbox=[1007, 1491, 1271, 1548]
yellow-swatch-icon bbox=[48, 5, 57, 13]
black-swatch-icon bbox=[59, 5, 68, 13]
article-body bbox=[1007, 1145, 1271, 1173]
